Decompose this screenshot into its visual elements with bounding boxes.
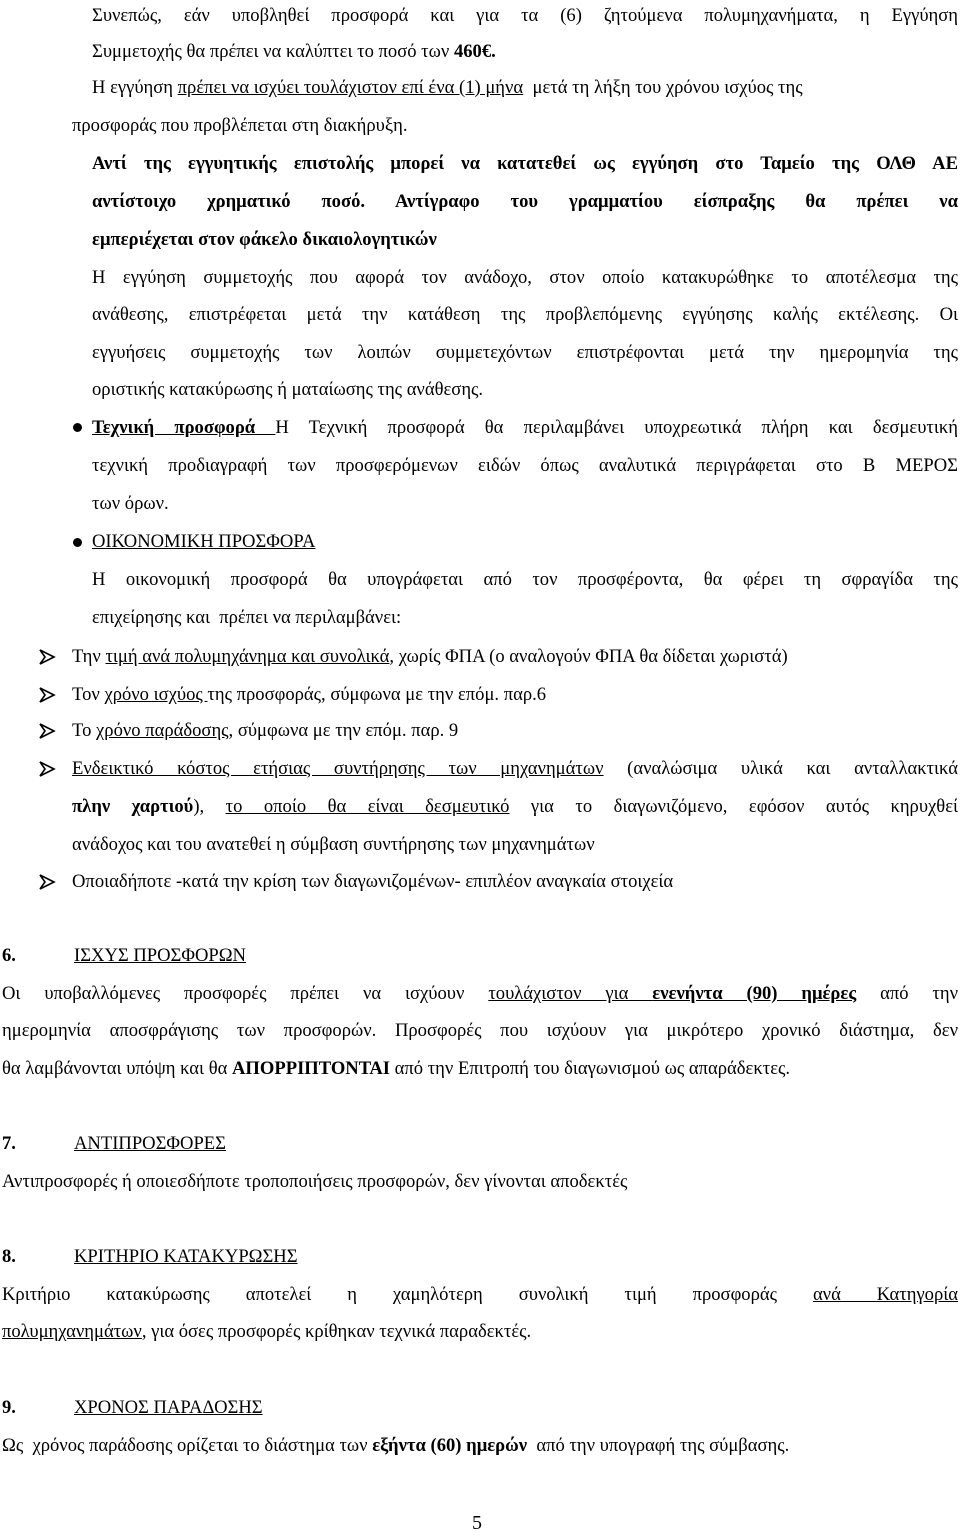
paragraph-line: Αντιπροσφορές ή οποιεσδήποτε τροποποιήσεις προσφορών, δεν γίνονται αποδεκτές — [2, 1171, 628, 1192]
paragraph-line: ανάθεσης, επιστρέφεται μετά την κατάθεση της προβλεπόμενης εγγύησης καλής εκτέλεσης. Οι — [92, 304, 958, 325]
paragraph-line: Συμμετοχής θα πρέπει να καλύπτει το ποσό των 460€. — [92, 41, 496, 62]
arrowhead-icon — [38, 686, 56, 704]
list-item: Τον χρόνο ισχύος της προσφοράς, σύμφωνα με την επόμ. παρ.6 — [72, 684, 547, 705]
paragraph-line: οριστικής κατακύρωσης ή ματαίωσης της ανάθεσης. — [92, 379, 484, 400]
bullet-icon — [73, 538, 82, 547]
paragraph-line: Η εγγύηση πρέπει να ισχύει τουλάχιστον επί ένα (1) μήνα μετά τη λήξη του χρόνου ισχύος της — [92, 77, 803, 98]
bullet-icon — [73, 423, 82, 432]
list-item: Το χρόνο παράδοσης, σύμφωνα με την επόμ. παρ. 9 — [72, 720, 459, 741]
paragraph-line: εγγυήσεις συμμετοχής των λοιπών συμμετεχόντων επιστρέφονται μετά την ημερομηνία της — [92, 342, 958, 363]
section-number: 6. — [2, 945, 16, 966]
section-title: ΚΡΙΤΗΡΙΟ ΚΑΤΑΚΥΡΩΣΗΣ — [74, 1246, 298, 1267]
paragraph-line: Ως χρόνος παράδοσης ορίζεται το διάστημα των εξήντα (60) ημερών από την υπογραφή της σύμβασης. — [2, 1435, 790, 1456]
list-item: πλην χαρτιού), το οποίο θα είναι δεσμευτικό για το διαγωνιζόμενο, εφόσον αυτός κηρυχθεί — [72, 796, 959, 817]
paragraph-line: επιχείρησης και πρέπει να περιλαμβάνει: — [92, 607, 402, 628]
paragraph-line: πολυμηχανημάτων, για όσες προσφορές κρίθηκαν τεχνικά παραδεκτές. — [2, 1321, 532, 1342]
paragraph-line: Κριτήριο κατακύρωσης αποτελεί η χαμηλότερη συνολική τιμή προσφοράς ανά Κατηγορία — [2, 1284, 958, 1305]
arrowhead-icon — [38, 722, 56, 740]
paragraph-line: Συνεπώς, εάν υποβληθεί προσφορά και για τα (6) ζητούμενα πολυμηχανήματα, η Εγγύηση — [92, 5, 958, 26]
paragraph-line: Τεχνική προσφορά Η Τεχνική προσφορά θα περιλαμβάνει υποχρεωτικά πλήρη και δεσμευτική — [92, 417, 958, 438]
section-title: ΑΝΤΙΠΡΟΣΦΟΡΕΣ — [74, 1133, 226, 1154]
section-title: ΙΣΧΥΣ ΠΡΟΣΦΟΡΩΝ — [74, 945, 246, 966]
paragraph-line: προσφοράς που προβλέπεται στη διακήρυξη. — [72, 115, 408, 136]
paragraph-line: Αντί της εγγυητικής επιστολής μπορεί να κατατεθεί ως εγγύηση στο Ταμείο της ΟΛΘ ΑΕ — [92, 153, 958, 174]
list-item: Την τιμή ανά πολυμηχάνημα και συνολικά, χωρίς ΦΠΑ (ο αναλογούν ΦΠΑ θα δίδεται χωριστά) — [72, 646, 788, 667]
paragraph-line: ημερομηνία αποσφράγισης των προσφορών. Προσφορές που ισχύουν για μικρότερο χρονικό διάστημα, δεν — [2, 1020, 958, 1041]
paragraph-line: αντίστοιχο χρηματικό ποσό. Αντίγραφο του γραμματίου είσπραξης θα πρέπει να — [92, 191, 958, 212]
paragraph-line: τεχνική προδιαγραφή των προσφερόμενων ειδών όπως αναλυτικά περιγράφεται στο Β ΜΕΡΟΣ — [92, 455, 958, 476]
paragraph-line: Η οικονομική προσφορά θα υπογράφεται από τον προσφέροντα, θα φέρει τη σφραγίδα της — [92, 569, 958, 590]
paragraph-line: των όρων. — [92, 493, 169, 514]
arrowhead-icon — [38, 873, 56, 891]
paragraph-line: εμπεριέχεται στον φάκελο δικαιολογητικών — [92, 229, 437, 250]
paragraph-line: θα λαμβάνονται υπόψη και θα ΑΠΟΡΡΙΠΤΟΝΤΑΙ από την Επιτροπή του διαγωνισμού ως απαράδεκτες. — [2, 1058, 791, 1079]
section-number: 9. — [2, 1397, 16, 1418]
section-title: ΟΙΚΟΝΟΜΙΚΗ ΠΡΟΣΦΟΡΑ — [92, 531, 316, 552]
arrowhead-icon — [38, 760, 56, 778]
section-number: 8. — [2, 1246, 16, 1267]
page-number: 5 — [472, 1512, 482, 1534]
list-item: Οποιαδήποτε -κατά την κρίση των διαγωνιζομένων- επιπλέον αναγκαία στοιχεία — [72, 871, 674, 892]
list-item: ανάδοχος και του ανατεθεί η σύμβαση συντήρησης των μηχανημάτων — [72, 834, 595, 855]
paragraph-line: Οι υποβαλλόμενες προσφορές πρέπει να ισχύουν τουλάχιστον για ενενήντα (90) ημέρες από την — [2, 983, 959, 1004]
section-number: 7. — [2, 1133, 16, 1154]
list-item: Ενδεικτικό κόστος ετήσιας συντήρησης των μηχανημάτων (αναλώσιμα υλικά και ανταλλακτικά — [72, 758, 958, 779]
arrowhead-icon — [38, 648, 56, 666]
paragraph-line: Η εγγύηση συμμετοχής που αφορά τον ανάδοχο, στον οποίο κατακυρώθηκε το αποτέλεσμα της — [92, 267, 958, 288]
section-title: ΧΡΟΝΟΣ ΠΑΡΑΔΟΣΗΣ — [74, 1397, 263, 1418]
